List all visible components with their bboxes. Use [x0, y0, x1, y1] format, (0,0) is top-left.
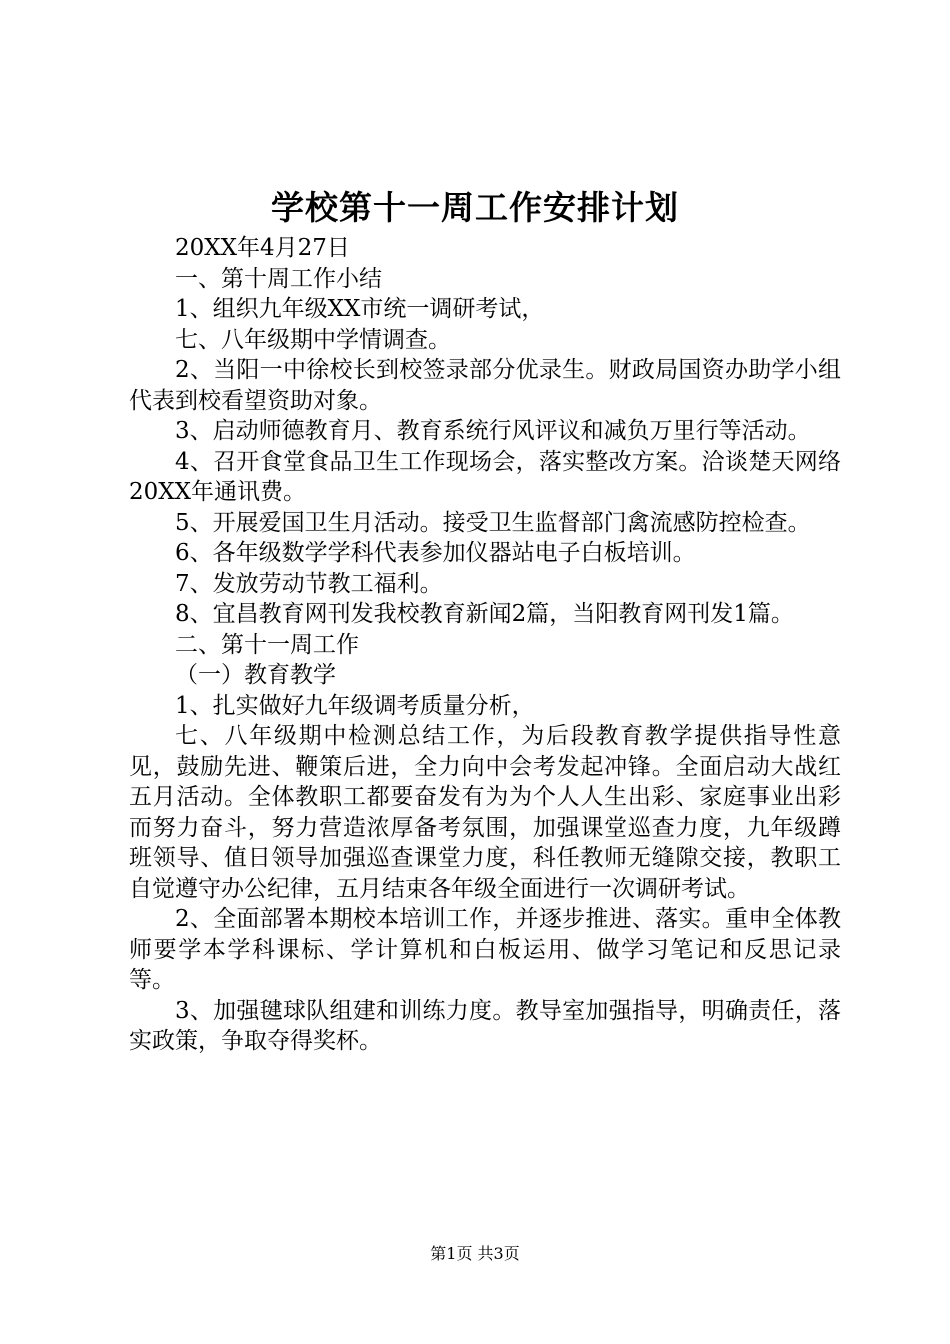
section-heading-week10-summary: 一、第十周工作小结: [175, 265, 382, 292]
paragraph: 七、八年级期中学情调查。: [175, 326, 451, 353]
paragraph: 七、八年级期中检测总结工作，为后段教育教学提供指导性意见，鼓励先进、鞭策后进，全力向中会考发起冲锋。全面启动大战红五月活动。全体教职工都要奋发有为为个人人生出彩、家庭事业出彩而努力奋斗，努力营造浓厚备考氛围，加强课堂巡查力度，九年级蹲班领导、值日领导加强巡查课堂力度，科任教师无缝隙交接，教职工自觉遵守办公纪律，五月结束各年级全面进行一次调研考试。: [129, 723, 841, 902]
page-footer: 第1页 共3页: [430, 1244, 520, 1263]
document-title: 学校第十一周工作安排计划: [271, 188, 679, 227]
date-line: 20XX年4月27日: [175, 235, 350, 261]
paragraph: 6、各年级数学学科代表参加仪器站电子白板培训。: [175, 540, 696, 566]
paragraph: 5、开展爱国卫生月活动。接受卫生监督部门禽流感防控检查。: [175, 509, 811, 536]
paragraph: 4、召开食堂食品卫生工作现场会，落实整改方案。洽谈楚天网络20XX年通讯费。: [129, 448, 841, 505]
paragraph: 2、全面部署本期校本培训工作，并逐步推进、落实。重申全体教师要学本学科课标、学计算机和白板运用、做学习笔记和反思记录等。: [129, 906, 841, 993]
paragraph: 3、加强毽球队组建和训练力度。教导室加强指导，明确责任，落实政策，争取夺得奖杯。: [129, 997, 841, 1054]
paragraph: 8、宜昌教育网刊发我校教育新闻2篇，当阳教育网刊发1篇。: [175, 601, 794, 627]
section-heading-week11-work: 二、第十一周工作: [175, 631, 359, 658]
paragraph: 2、当阳一中徐校长到校签录部分优录生。财政局国资办助学小组代表到校看望资助对象。: [129, 357, 841, 414]
paragraph: 1、组织九年级XX市统一调研考试，: [175, 296, 545, 322]
paragraph: 3、启动师德教育月、教育系统行风评议和减负万里行等活动。: [175, 418, 811, 444]
paragraph: 1、扎实做好九年级调考质量分析，: [175, 692, 535, 719]
document-body: [129, 233, 841, 1057]
paragraph: 7、发放劳动节教工福利。: [175, 570, 443, 597]
subsection-heading-teaching: （一）教育教学: [175, 662, 336, 688]
